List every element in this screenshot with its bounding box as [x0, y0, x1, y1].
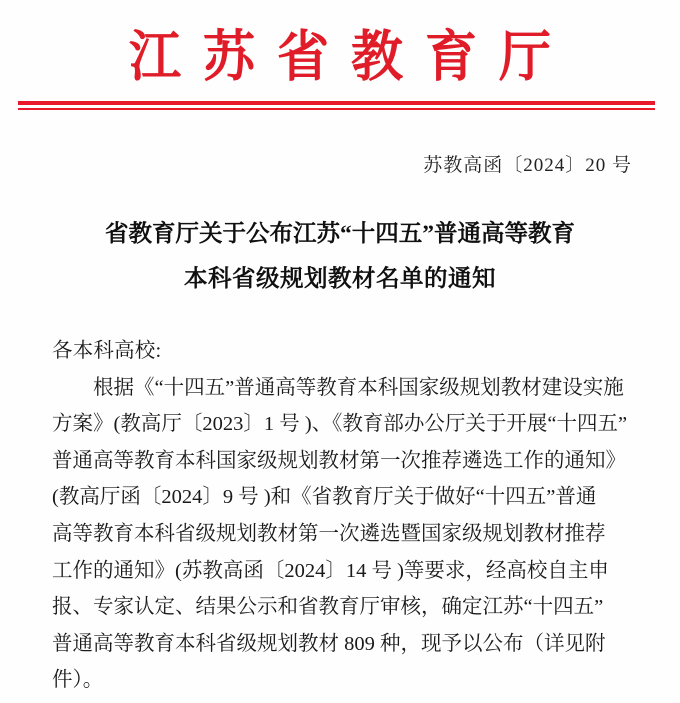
letterhead-banner	[0, 28, 680, 89]
document-body	[52, 333, 642, 699]
body-line-8: 普通高等教育本科省级规划教材 809 种，现予以公布（详见附	[52, 632, 606, 655]
issuing-agency-title: 江苏省教育厅	[128, 28, 573, 89]
body-line-3: 普通高等教育本科国家级规划教材第一次推荐遴选工作的通知》	[52, 449, 626, 472]
rule-thin-line	[18, 108, 655, 110]
salutation: 各本科高校:	[52, 340, 162, 362]
document-title	[52, 212, 628, 302]
body-line-4: (教高厅函〔2024〕9 号 )和《省教育厅关于做好“十四五”普通	[52, 486, 597, 509]
letterhead-double-rule	[18, 101, 655, 110]
body-line-1: 根据《“十四五”普通高等教育本科国家级规划教材建设实施	[93, 376, 624, 399]
body-line-6: 工作的通知》(苏教高函〔2024〕14 号 )等要求，经高校自主申	[52, 559, 609, 582]
body-line-7: 报、专家认定、结果公示和省教育厅审核，确定江苏“十四五”	[52, 596, 604, 619]
document-title-line-1: 省教育厅关于公布江苏“十四五”普通高等教育	[105, 221, 575, 247]
body-line-2: 方案》(教高厅〔2023〕1 号 )、《教育部办公厅关于开展“十四五”	[52, 413, 628, 436]
document-title-line-2: 本科省级规划教材名单的通知	[184, 266, 496, 292]
document-number: 苏教高函〔2024〕20 号	[423, 155, 632, 176]
body-line-5: 高等教育本科省级规划教材第一次遴选暨国家级规划教材推荐	[52, 522, 606, 545]
body-line-9: 件）。	[52, 669, 104, 692]
